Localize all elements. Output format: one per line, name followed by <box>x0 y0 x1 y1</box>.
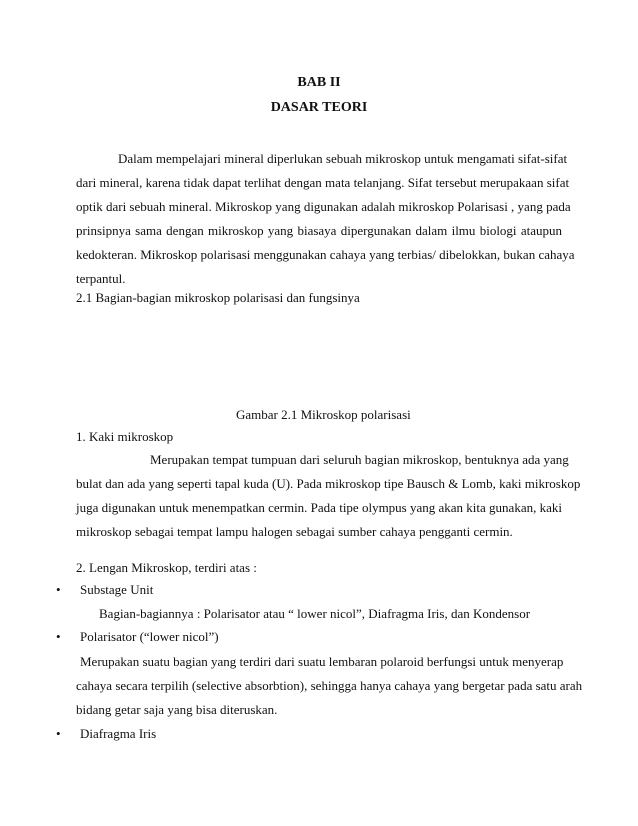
chapter-heading: BAB II <box>297 75 341 90</box>
bullet-marker: • <box>56 726 61 741</box>
section-heading: 2.1 Bagian-bagian mikroskop polarisasi dan fungsinya <box>76 290 360 305</box>
intro-line-4: prinsipnya sama dengan mikroskop yang biasaya dipergunakan dalam ilmu biologi ataupun <box>76 223 562 238</box>
intro-line-2: dari mineral, karena tidak dapat terlihat dengan mata telanjang. Sifat tersebut merupakaan sifat <box>76 175 570 190</box>
item1-title: 1. Kaki mikroskop <box>76 429 174 444</box>
bullet2-line-3: bidang getar saja yang bisa diteruskan. <box>76 702 278 717</box>
bullet2-line-1: Merupakan suatu bagian yang terdiri dari suatu lembaran polaroid berfungsi untuk menyerap <box>80 654 564 669</box>
figure-caption: Gambar 2.1 Mikroskop polarisasi <box>236 407 411 422</box>
intro-line-3: optik dari sebuah mineral. Mikroskop yang digunakan adalah mikroskop Polarisasi , yang pada <box>76 199 571 214</box>
bullet3-label: Diafragma Iris <box>80 726 157 741</box>
bullet1-detail: Bagian-bagiannya : Polarisator atau “ lower nicol”, Diafragma Iris, dan Kondensor <box>99 606 531 621</box>
intro-line-1: Dalam mempelajari mineral diperlukan sebuah mikroskop untuk mengamati sifat-sifat <box>118 151 568 166</box>
item1-line-4: mikroskop sebagai tempat lampu halogen sebagai sumber cahaya pengganti cermin. <box>76 524 513 539</box>
intro-line-6: terpantul. <box>76 271 126 286</box>
bullet2-label: Polarisator (“lower nicol”) <box>80 629 219 644</box>
item2-title: 2. Lengan Mikroskop, terdiri atas : <box>76 560 257 575</box>
bullet2-line-2: cahaya secara terpilih (selective absorbtion), sehingga hanya cahaya yang bergetar pada satu arah <box>76 678 583 693</box>
bullet-marker: • <box>56 582 61 597</box>
bullet-marker: • <box>56 629 61 644</box>
page-title: DASAR TEORI <box>270 100 368 115</box>
bullet1-label: Substage Unit <box>80 582 154 597</box>
figure-placeholder <box>76 320 562 400</box>
item1-line-3: juga digunakan untuk menempatkan cermin. Pada tipe olympus yang akan kita gunakan, kaki <box>76 500 562 515</box>
intro-line-5: kedokteran. Mikroskop polarisasi menggunakan cahaya yang terbias/ dibelokkan, bukan cahaya <box>76 247 575 262</box>
item1-line-2: bulat dan ada yang seperti tapal kuda (U). Pada mikroskop tipe Bausch & Lomb, kaki mikroskop <box>76 476 581 491</box>
item1-line-1: Merupakan tempat tumpuan dari seluruh bagian mikroskop, bentuknya ada yang <box>150 452 569 467</box>
